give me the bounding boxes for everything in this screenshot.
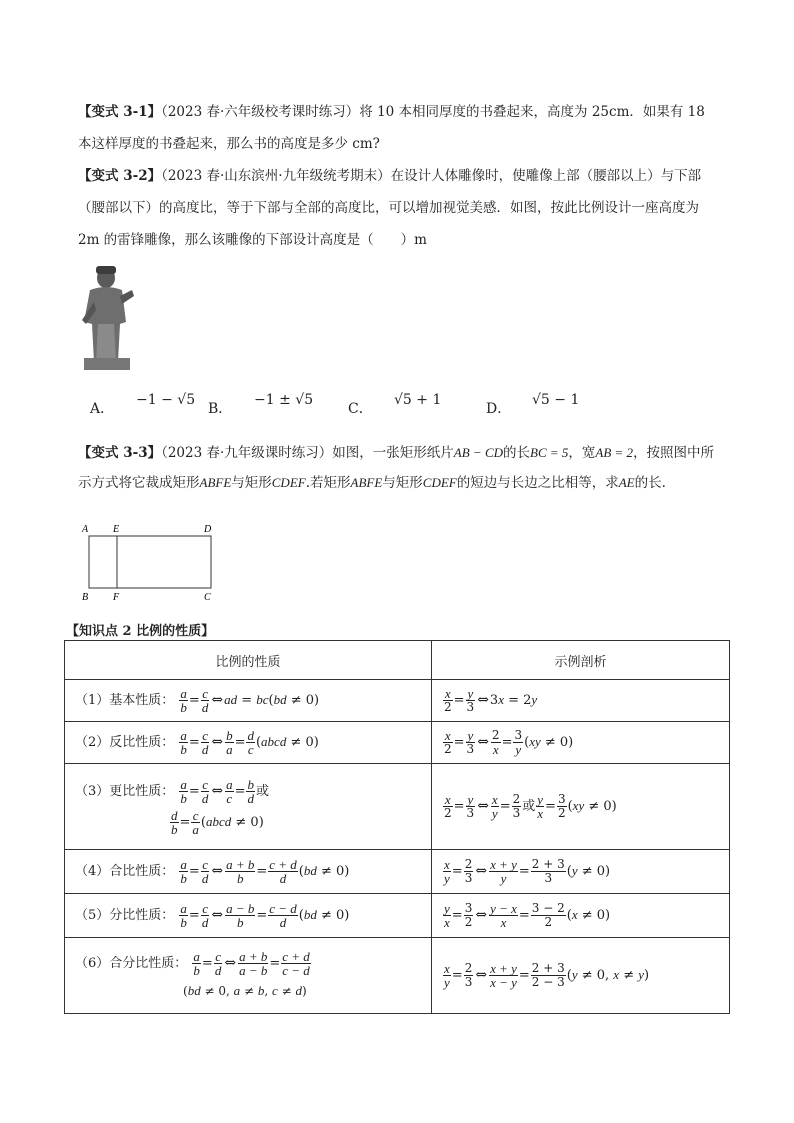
label-d: D (204, 524, 212, 535)
header-properties: 比例的性质 (65, 641, 432, 680)
table-row (65, 680, 730, 722)
table-row (65, 894, 730, 938)
v33-text-2: 的长 (503, 445, 531, 461)
header-examples: 示例剖析 (432, 641, 730, 680)
table-row (65, 722, 730, 764)
row1-label: （1）基本性质： (75, 693, 175, 708)
variant-3-2-text: （2023 春·山东滨州·九年级统考期末）在设计人体雕像时，使雕像上部（腰部以上）与下部（腰部以下）的高度比，等于下部与全部的高度比，可以增加视觉美感．如图，按此比例设计一座高度为 2m 的雷锋雕像，那么该雕像的下部设计高度是（ ）m (78, 168, 702, 248)
kp2-title: 【知识点 2 比例的性质】 (66, 624, 215, 639)
row3-label: （3）更比性质： (75, 783, 175, 799)
row3-property: （3）更比性质： $\frac{a}{b}$ = $\frac{c}{d}$ ⇔ $\frac{a}{c}$ = $\frac{b}{d}$ 或 $\frac{d}{b}$ = $\frac{c}{a}$ (abcd ≠ 0) (65, 764, 432, 850)
row5-label: （5）分比性质： (75, 908, 175, 923)
variant-3-1-tag: 【变式 3-1】 (78, 104, 162, 120)
v33-text-1: （2023 春·九年级课时练习）如图，一张矩形纸片 (161, 445, 454, 461)
row6-example: $\frac{x}{y}$ = $\frac{2}{3}$ ⇔ $\frac{x + y}{x - y}$ = $\frac{2 + 3}{2 - 3}$ (y ≠ 0, x ≠ y) (432, 938, 730, 1014)
row1-example: $\frac{x}{2}$ = $\frac{y}{3}$ ⇔3x = 2y (432, 680, 730, 722)
option-c-label: C． (348, 401, 373, 417)
rectangle-figure (80, 520, 220, 602)
v33-text-5: 与矩形 (231, 475, 272, 491)
option-c-value: √5 + 1 (394, 392, 442, 408)
row4-property: （4）合比性质： $\frac{a}{b}$ = $\frac{c}{d}$ ⇔ $\frac{a + b}{b}$ = $\frac{c + d}{d}$ (bd ≠ 0) (65, 850, 432, 894)
label-f: F (113, 592, 120, 602)
table-header-row (65, 641, 730, 680)
option-b-value: −1 ± √5 (254, 392, 314, 408)
row1-property: （1）基本性质： $\frac{a}{b}$ = $\frac{c}{d}$ ⇔ad = bc(bd ≠ 0) (65, 680, 432, 722)
label-c: C (204, 592, 211, 602)
row3-example-or: 或 (522, 799, 536, 814)
v33-text-7: 与矩形 (382, 475, 423, 491)
row3-or: 或 (255, 783, 269, 799)
v33-text-3: ，宽 (568, 445, 596, 461)
row4-label: （4）合比性质： (75, 864, 175, 879)
v33-text-8: 的短边与长边之比相等，求 (456, 475, 619, 491)
v33-text-9: 的长. (634, 475, 666, 491)
table-row (65, 764, 730, 850)
v33-text-4: ，按照图中所示方式将它裁成矩形 (78, 445, 715, 491)
variant-3-3-tag: 【变式 3-3】 (78, 445, 162, 461)
variant-3-1 (78, 96, 718, 160)
v33-math-7: CDEF (422, 475, 457, 490)
variant-3-1-text: （2023 春·六年级校考课时练习）将 10 本相同厚度的书叠起来，高度为 25cm．如果有 18 本这样厚度的书叠起来，那么书的高度是多少 cm? (78, 104, 705, 152)
variant-3-3 (78, 438, 718, 498)
row6-label: （6）合分比性质： (75, 956, 188, 971)
v33-math-4: ABFE (199, 475, 232, 490)
row3-example: $\frac{x}{2}$ = $\frac{y}{3}$ ⇔ $\frac{x}{y}$ = $\frac{2}{3}$ 或 $\frac{y}{x}$ = $\frac{3}{2}$ (xy ≠ 0) (432, 764, 730, 850)
v33-math-5: CDEF (271, 475, 306, 490)
v33-math-1: AB − CD (453, 445, 504, 460)
statue-image (76, 262, 138, 370)
v33-math-2: BC = 5 (530, 445, 569, 460)
row2-property: （2）反比性质： $\frac{a}{b}$ = $\frac{c}{d}$ ⇔ $\frac{b}{a}$ = $\frac{d}{c}$ (abcd ≠ 0) (65, 722, 432, 764)
table-row (65, 938, 730, 1014)
label-b: B (82, 592, 89, 602)
v33-text-6: .若矩形 (305, 475, 351, 491)
v33-math-8: AE (618, 475, 635, 490)
row2-label: （2）反比性质： (75, 735, 175, 750)
label-e: E (113, 524, 120, 535)
row4-example: $\frac{x}{y}$ = $\frac{2}{3}$ ⇔ $\frac{x + y}{y}$ = $\frac{2 + 3}{3}$ (y ≠ 0) (432, 850, 730, 894)
variant-3-2-tag: 【变式 3-2】 (78, 168, 162, 184)
row5-property: （5）分比性质： $\frac{a}{b}$ = $\frac{c}{d}$ ⇔ $\frac{a - b}{b}$ = $\frac{c - d}{d}$ (bd ≠ 0) (65, 894, 432, 938)
option-a-value: −1 − √5 (136, 392, 196, 408)
label-a: A (82, 524, 89, 535)
row5-example: $\frac{y}{x}$ = $\frac{3}{2}$ ⇔ $\frac{y - x}{x}$ = $\frac{3 - 2}{2}$ (x ≠ 0) (432, 894, 730, 938)
properties-table (64, 640, 730, 1014)
row6-property: （6）合分比性质： $\frac{a}{b}$ = $\frac{c}{d}$ ⇔ $\frac{a + b}{a - b}$ = $\frac{c + d}{c - d}$ (bd ≠ 0, a ≠ b, c ≠ d) (65, 938, 432, 1014)
v33-math-6: ABFE (350, 475, 383, 490)
table-row (65, 850, 730, 894)
option-a-label: A． (90, 401, 115, 417)
variant-3-2 (78, 160, 718, 256)
option-b-label: B． (208, 401, 233, 417)
row2-example: $\frac{x}{2}$ = $\frac{y}{3}$ ⇔ $\frac{2}{x}$ = $\frac{3}{y}$ (xy ≠ 0) (432, 722, 730, 764)
option-d-value: √5 − 1 (532, 392, 580, 408)
option-d-label: D． (486, 401, 512, 417)
v33-math-3: AB = 2 (595, 445, 634, 460)
